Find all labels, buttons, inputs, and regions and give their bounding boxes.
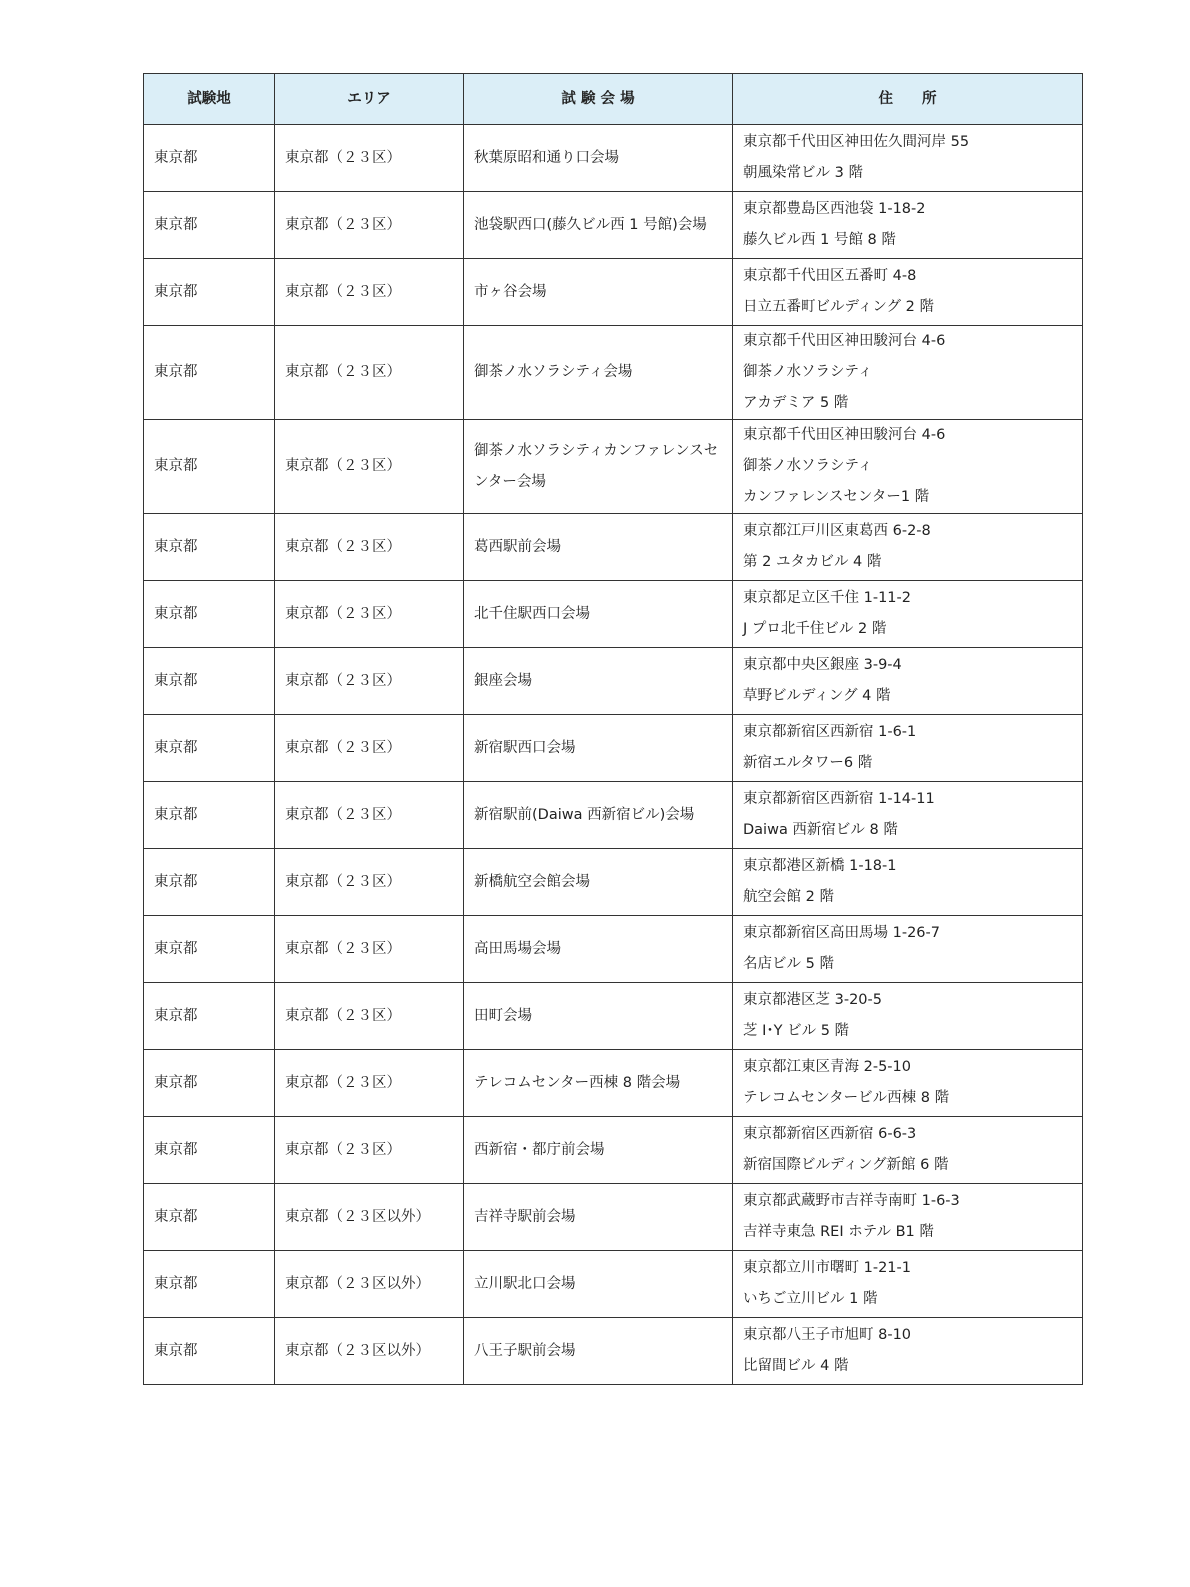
cell-venue: 吉祥寺駅前会場 [464, 1184, 733, 1251]
cell-exam-region: 東京都 [144, 983, 275, 1050]
address-line: アカデミア 5 階 [743, 395, 849, 411]
cell-venue: 御茶ノ水ソラシティ会場 [464, 326, 733, 420]
cell-address [733, 1117, 1083, 1184]
cell-exam-region: 東京都 [144, 1050, 275, 1117]
cell-area: 東京都（２３区） [275, 1117, 464, 1184]
cell-exam-region: 東京都 [144, 420, 275, 514]
cell-address [733, 1050, 1083, 1117]
cell-area: 東京都（２３区） [275, 420, 464, 514]
table-row [144, 420, 1083, 514]
cell-venue: 秋葉原昭和通り口会場 [464, 125, 733, 192]
address-line: 朝風染常ビル 3 階 [743, 165, 863, 181]
header-address: 住 所 [733, 74, 1083, 125]
table-row [144, 983, 1083, 1050]
cell-exam-region: 東京都 [144, 1117, 275, 1184]
header-area: エリア [275, 74, 464, 125]
cell-venue: 新橋航空会館会場 [464, 849, 733, 916]
address-line: 御茶ノ水ソラシティ [743, 458, 873, 474]
address-line: 藤久ビル西 1 号館 8 階 [743, 232, 896, 248]
cell-venue: 八王子駅前会場 [464, 1318, 733, 1385]
cell-address [733, 259, 1083, 326]
cell-address [733, 648, 1083, 715]
address-line: 芝 I･Y ビル 5 階 [743, 1023, 850, 1039]
table-row [144, 326, 1083, 420]
table-body [144, 125, 1083, 1385]
table-row [144, 1184, 1083, 1251]
cell-area: 東京都（２３区） [275, 849, 464, 916]
cell-exam-region: 東京都 [144, 581, 275, 648]
cell-venue: 高田馬場会場 [464, 916, 733, 983]
cell-area: 東京都（２３区） [275, 1050, 464, 1117]
address-line: 草野ビルディング 4 階 [743, 688, 891, 704]
table-row [144, 1318, 1083, 1385]
cell-venue: 新宿駅前(Daiwa 西新宿ビル)会場 [464, 782, 733, 849]
header-row [144, 74, 1083, 125]
cell-exam-region: 東京都 [144, 782, 275, 849]
address-line: テレコムセンタービル西棟 8 階 [743, 1090, 950, 1106]
address-line: 東京都豊島区西池袋 1-18-2 [743, 201, 926, 217]
cell-exam-region: 東京都 [144, 326, 275, 420]
table-row [144, 125, 1083, 192]
address-line: 東京都武蔵野市吉祥寺南町 1-6-3 [743, 1193, 960, 1209]
cell-area: 東京都（２３区） [275, 983, 464, 1050]
address-line: 東京都港区新橋 1-18-1 [743, 858, 897, 874]
cell-venue: 田町会場 [464, 983, 733, 1050]
cell-area: 東京都（２３区以外） [275, 1184, 464, 1251]
document-page [143, 73, 1082, 1385]
cell-area: 東京都（２３区） [275, 916, 464, 983]
cell-exam-region: 東京都 [144, 125, 275, 192]
table-row [144, 1251, 1083, 1318]
cell-address [733, 125, 1083, 192]
cell-exam-region: 東京都 [144, 849, 275, 916]
cell-area: 東京都（２３区） [275, 715, 464, 782]
cell-address [733, 849, 1083, 916]
cell-address [733, 192, 1083, 259]
table-row [144, 1117, 1083, 1184]
address-line: 東京都江東区青海 2-5-10 [743, 1059, 911, 1075]
cell-address [733, 916, 1083, 983]
address-line: 第 2 ユタカビル 4 階 [743, 554, 882, 570]
table-row [144, 581, 1083, 648]
cell-area: 東京都（２３区） [275, 326, 464, 420]
cell-address [733, 983, 1083, 1050]
cell-address [733, 1318, 1083, 1385]
address-line: 日立五番町ビルディング 2 階 [743, 299, 934, 315]
cell-venue: 西新宿・都庁前会場 [464, 1117, 733, 1184]
address-line: 吉祥寺東急 REI ホテル B1 階 [743, 1224, 934, 1240]
cell-exam-region: 東京都 [144, 916, 275, 983]
cell-venue: 北千住駅西口会場 [464, 581, 733, 648]
header-exam-region: 試験地 [144, 74, 275, 125]
address-line: 比留間ビル 4 階 [743, 1358, 849, 1374]
address-line: 東京都中央区銀座 3-9-4 [743, 657, 902, 673]
cell-area: 東京都（２３区） [275, 514, 464, 581]
address-line: 名店ビル 5 階 [743, 956, 834, 972]
table-row [144, 849, 1083, 916]
cell-area: 東京都（２３区） [275, 648, 464, 715]
address-line: 新宿エルタワー6 階 [743, 755, 873, 771]
cell-address [733, 326, 1083, 420]
table-row [144, 192, 1083, 259]
address-line: 東京都新宿区西新宿 1-14-11 [743, 791, 935, 807]
address-line: 東京都八王子市旭町 8-10 [743, 1327, 912, 1343]
cell-venue: 銀座会場 [464, 648, 733, 715]
cell-area: 東京都（２３区以外） [275, 1251, 464, 1318]
address-line: カンファレンスセンター1 階 [743, 489, 930, 505]
cell-address [733, 1184, 1083, 1251]
table-row [144, 648, 1083, 715]
address-line: 東京都千代田区神田佐久間河岸 55 [743, 134, 970, 150]
address-line: Daiwa 西新宿ビル 8 階 [743, 822, 898, 838]
cell-address [733, 514, 1083, 581]
cell-area: 東京都（２３区） [275, 125, 464, 192]
address-line: 東京都足立区千住 1-11-2 [743, 590, 911, 606]
address-line: 東京都千代田区五番町 4-8 [743, 268, 917, 284]
address-line: 東京都港区芝 3-20-5 [743, 992, 882, 1008]
address-line: 東京都新宿区西新宿 6-6-3 [743, 1126, 917, 1142]
table-row [144, 715, 1083, 782]
address-line: 東京都千代田区神田駿河台 4-6 [743, 427, 946, 443]
table-row [144, 1050, 1083, 1117]
cell-venue: 御茶ノ水ソラシティカンファレンスセンター会場 [464, 420, 733, 514]
cell-area: 東京都（２３区以外） [275, 1318, 464, 1385]
table-header [144, 74, 1083, 125]
cell-address [733, 715, 1083, 782]
address-line: いちご立川ビル 1 階 [743, 1291, 878, 1307]
table-row [144, 259, 1083, 326]
cell-exam-region: 東京都 [144, 259, 275, 326]
address-line: 東京都新宿区西新宿 1-6-1 [743, 724, 917, 740]
address-line: 東京都江戸川区東葛西 6-2-8 [743, 523, 931, 539]
cell-area: 東京都（２３区） [275, 782, 464, 849]
address-line: J プロ北千住ビル 2 階 [743, 621, 887, 637]
address-line: 東京都立川市曙町 1-21-1 [743, 1260, 911, 1276]
cell-venue: 新宿駅西口会場 [464, 715, 733, 782]
address-line: 航空会館 2 階 [743, 889, 834, 905]
cell-address [733, 1251, 1083, 1318]
cell-exam-region: 東京都 [144, 1251, 275, 1318]
address-line: 東京都新宿区高田馬場 1-26-7 [743, 925, 940, 941]
cell-area: 東京都（２３区） [275, 192, 464, 259]
cell-venue: 池袋駅西口(藤久ビル西 1 号館)会場 [464, 192, 733, 259]
cell-venue: 立川駅北口会場 [464, 1251, 733, 1318]
cell-address [733, 420, 1083, 514]
cell-address [733, 782, 1083, 849]
table-row [144, 782, 1083, 849]
cell-venue: テレコムセンター西棟 8 階会場 [464, 1050, 733, 1117]
cell-exam-region: 東京都 [144, 1184, 275, 1251]
cell-exam-region: 東京都 [144, 514, 275, 581]
cell-exam-region: 東京都 [144, 715, 275, 782]
cell-venue: 葛西駅前会場 [464, 514, 733, 581]
cell-exam-region: 東京都 [144, 1318, 275, 1385]
address-line: 御茶ノ水ソラシティ [743, 364, 873, 380]
address-line: 東京都千代田区神田駿河台 4-6 [743, 333, 946, 349]
venue-table [143, 73, 1083, 1385]
header-venue: 試 験 会 場 [464, 74, 733, 125]
table-row [144, 514, 1083, 581]
cell-venue: 市ヶ谷会場 [464, 259, 733, 326]
cell-area: 東京都（２３区） [275, 259, 464, 326]
address-line: 新宿国際ビルディング新館 6 階 [743, 1157, 949, 1173]
cell-exam-region: 東京都 [144, 648, 275, 715]
table-row [144, 916, 1083, 983]
cell-exam-region: 東京都 [144, 192, 275, 259]
cell-area: 東京都（２３区） [275, 581, 464, 648]
cell-address [733, 581, 1083, 648]
